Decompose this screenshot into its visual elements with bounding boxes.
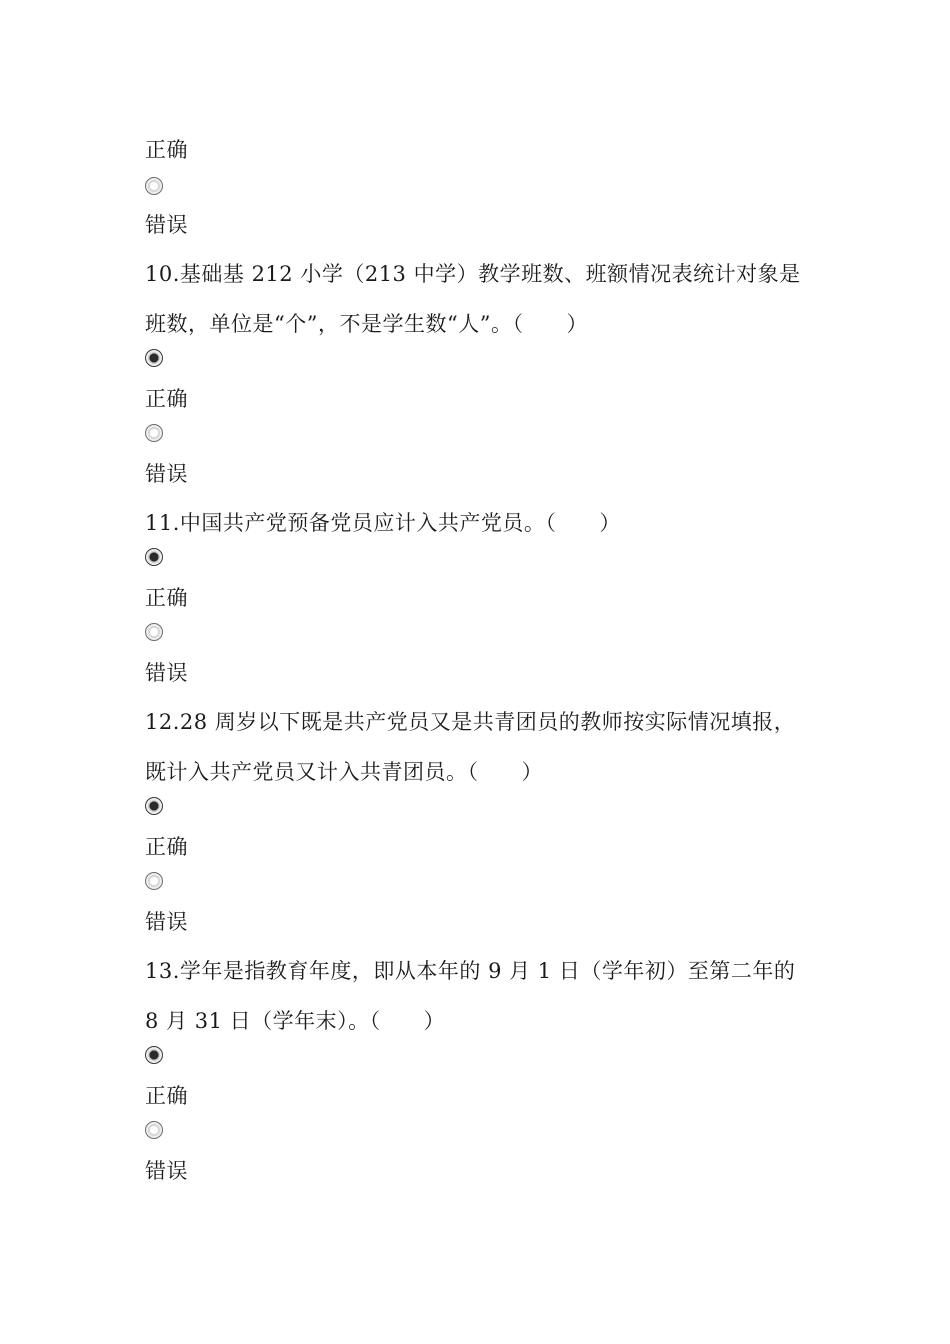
q11-option-correct-label: 正确 — [145, 586, 188, 610]
q11-option-wrong-radio[interactable] — [145, 623, 163, 641]
q13-option-correct-label: 正确 — [145, 1084, 188, 1108]
q10-option-wrong-label: 错误 — [145, 462, 188, 486]
q10-option-wrong-radio[interactable] — [145, 424, 163, 442]
q11-text-line1: 11.中国共产党预备党员应计入共产党员。（ ） — [145, 511, 621, 535]
q9-option-wrong-radio[interactable] — [145, 177, 163, 195]
q10-option-correct-label: 正确 — [145, 387, 188, 411]
q13-option-wrong-radio[interactable] — [145, 1121, 163, 1139]
q13-option-correct-radio[interactable] — [145, 1046, 163, 1064]
q10-text-line1: 10.基础基 212 小学（213 中学）教学班数、班额情况表统计对象是 — [145, 262, 801, 286]
q13-text-line2: 8 月 31 日（学年末）。（ ） — [145, 1009, 446, 1033]
q12-option-correct-label: 正确 — [145, 835, 188, 859]
q12-option-correct-radio[interactable] — [145, 797, 163, 815]
q11-option-correct-radio[interactable] — [145, 548, 163, 566]
q10-option-correct-radio[interactable] — [145, 349, 163, 367]
q9-option-wrong-label: 错误 — [145, 213, 188, 237]
q11-option-wrong-label: 错误 — [145, 661, 188, 685]
q12-text-line2: 既计入共产党员又计入共青团员。（ ） — [145, 760, 543, 784]
q13-text-line1: 13.学年是指教育年度，即从本年的 9 月 1 日（学年初）至第二年的 — [145, 959, 796, 983]
q9-option-correct-label: 正确 — [145, 138, 188, 162]
q12-text-line1: 12.28 周岁以下既是共产党员又是共青团员的教师按实际情况填报， — [145, 710, 796, 734]
q12-option-wrong-label: 错误 — [145, 910, 188, 934]
q10-text-line2: 班数，单位是“个”，不是学生数“人”。（ ） — [145, 312, 588, 336]
q13-option-wrong-label: 错误 — [145, 1159, 188, 1183]
q12-option-wrong-radio[interactable] — [145, 872, 163, 890]
